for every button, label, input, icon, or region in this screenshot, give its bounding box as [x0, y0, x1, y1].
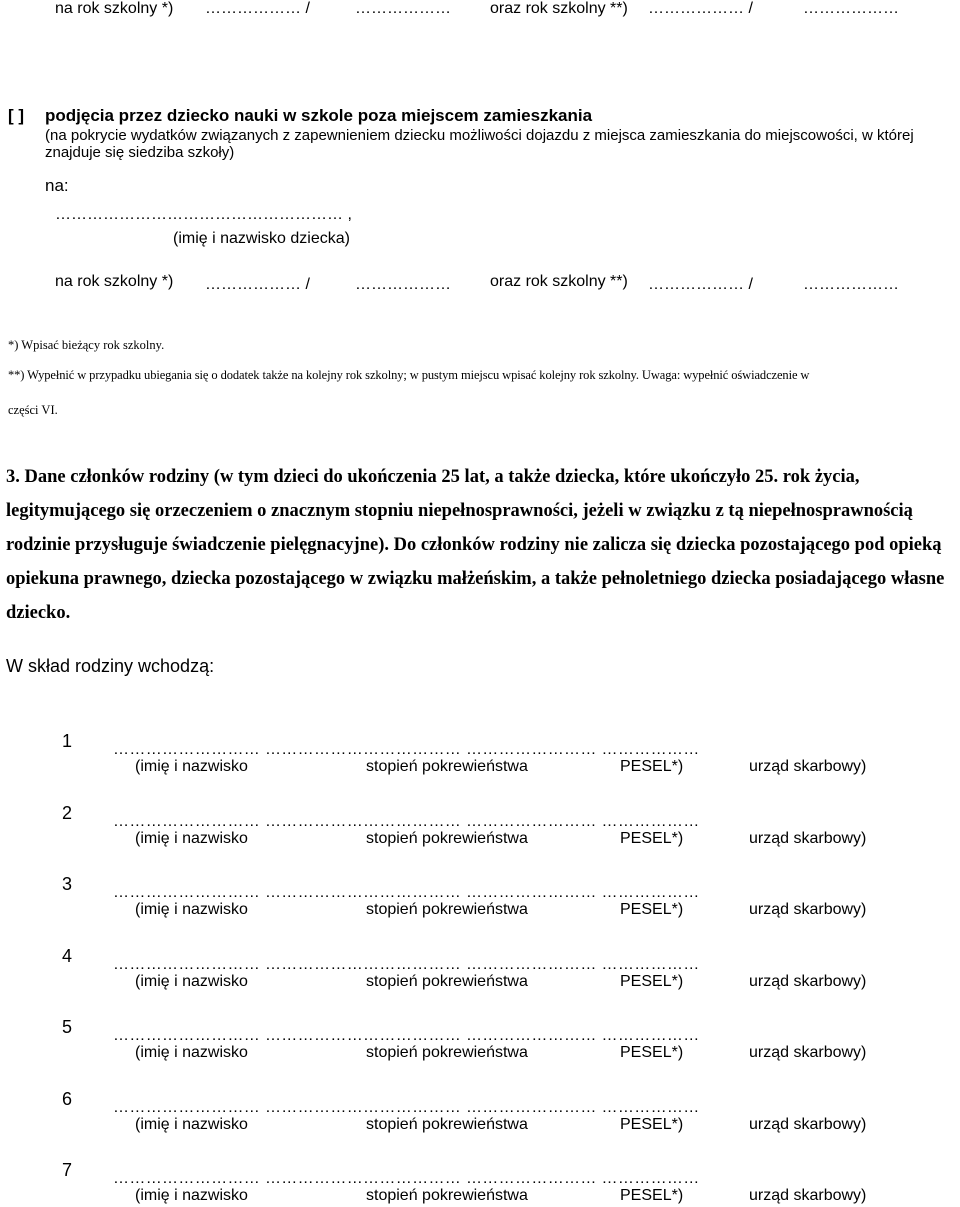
member-data-field[interactable]: ……………………… ……………………………… …………………… ……………… [113, 884, 700, 901]
school-year-field-2[interactable]: ……………… [355, 0, 451, 17]
caption-name: (imię i nazwisko [135, 1187, 248, 1204]
option-description: (na pokrycie wydatków związanych z zapewnieniem dziecku możliwości dojazdu z miejsca zamieszkania do miejscowości, w której znajduje się siedziba szkoły) [45, 127, 914, 161]
child-name-field[interactable]: ……………………………………………… , [55, 206, 352, 223]
caption-relation: stopień pokrewieństwa [366, 901, 528, 918]
caption-relation: stopień pokrewieństwa [366, 758, 528, 775]
caption-relation: stopień pokrewieństwa [366, 1187, 528, 1204]
caption-relation: stopień pokrewieństwa [366, 1115, 528, 1133]
caption-name: (imię i nazwisko [135, 1115, 248, 1133]
school-year-field-1[interactable]: ……………… / [205, 0, 310, 17]
member-number: 7 [62, 1160, 73, 1180]
member-data-field[interactable]: ……………………… ……………………………… …………………… ……………… [113, 812, 700, 830]
caption-pesel: PESEL*) [620, 829, 684, 847]
option-checkbox[interactable]: [ ] [8, 106, 25, 125]
caption-relation: stopień pokrewieństwa [366, 972, 528, 990]
next-school-year-field-2[interactable]: ……………… [803, 0, 899, 17]
member-number: 6 [62, 1088, 73, 1109]
footnote-1: *) Wpisać bieżący rok szkolny. [8, 338, 165, 352]
next-school-year-field-1[interactable]: ……………… / [648, 0, 753, 17]
member-data-field[interactable]: ……………………… ……………………………… …………………… ……………… [113, 741, 700, 758]
option-title: podjęcia przez dziecko nauki w szkole poza miejscem zamieszkania [45, 106, 593, 125]
caption-tax-office: urząd skarbowy) [749, 1187, 867, 1204]
section-3-heading: 3. Dane członków rodziny (w tym dzieci do ukończenia 25 lat, a także dziecka, które ukończyło 25. rok życia, legitymującego się orzeczeniem o znacznym stopniu niepełnosprawności, jeżeli w związku z tą niepełnosprawnością rodzinie przysługuje świadczenie pielęgnacyjne). Do członków rodziny nie zalicza się dziecka pozostającego pod opieką opiekuna prawnego, dziecka pozostającego w związku małżeńskim, a także pełnoletniego dziecka posiadającego własne dziecko. [6, 467, 945, 623]
school-year-label: na rok szkolny *) [55, 0, 174, 17]
caption-pesel: PESEL*) [620, 972, 684, 990]
caption-name: (imię i nazwisko [135, 829, 248, 847]
member-data-field[interactable]: ……………………… ……………………………… …………………… ……………… [113, 955, 700, 973]
caption-tax-office: urząd skarbowy) [749, 1115, 867, 1133]
next-school-year-label: oraz rok szkolny **) [490, 0, 628, 17]
caption-name: (imię i nazwisko [135, 1044, 248, 1061]
caption-pesel: PESEL*) [620, 901, 684, 918]
member-number: 1 [62, 731, 73, 751]
member-data-field[interactable]: ……………………… ……………………………… …………………… ……………… [113, 1027, 700, 1044]
next-school-year-field-1[interactable]: ……………… / [648, 276, 753, 293]
member-number: 4 [62, 945, 73, 966]
na-label: na: [45, 176, 69, 195]
caption-pesel: PESEL*) [620, 1115, 684, 1133]
caption-tax-office: urząd skarbowy) [749, 1044, 867, 1061]
school-year-field-1[interactable]: ……………… / [205, 276, 310, 293]
school-year-label: na rok szkolny *) [55, 273, 174, 290]
caption-name: (imię i nazwisko [135, 972, 248, 990]
caption-tax-office: urząd skarbowy) [749, 758, 867, 775]
caption-pesel: PESEL*) [620, 1187, 684, 1204]
member-number: 5 [62, 1017, 73, 1037]
caption-relation: stopień pokrewieństwa [366, 829, 528, 847]
caption-name: (imię i nazwisko [135, 758, 248, 775]
footnote-2-continued: części VI. [8, 403, 58, 417]
caption-pesel: PESEL*) [620, 758, 684, 775]
caption-name: (imię i nazwisko [135, 901, 248, 918]
caption-tax-office: urząd skarbowy) [749, 972, 867, 990]
member-data-field[interactable]: ……………………… ……………………………… …………………… ……………… [113, 1098, 700, 1116]
caption-tax-office: urząd skarbowy) [749, 829, 867, 847]
member-number: 3 [62, 874, 73, 894]
next-school-year-field-2[interactable]: ……………… [803, 276, 899, 293]
child-name-caption: (imię i nazwisko dziecka) [173, 230, 350, 247]
member-data-field[interactable]: ……………………… ……………………………… …………………… ……………… [113, 1170, 700, 1187]
caption-relation: stopień pokrewieństwa [366, 1044, 528, 1061]
footnote-2: **) Wypełnić w przypadku ubiegania się o dodatek także na kolejny rok szkolny; w pustym miejscu wpisać kolejny rok szkolny. Uwaga: wypełnić oświadczenie w [8, 368, 810, 382]
caption-tax-office: urząd skarbowy) [749, 901, 867, 918]
next-school-year-label: oraz rok szkolny **) [490, 273, 628, 290]
member-number: 2 [62, 802, 73, 823]
caption-pesel: PESEL*) [620, 1044, 684, 1061]
family-label: W skład rodziny wchodzą: [6, 656, 215, 676]
school-year-field-2[interactable]: ……………… [355, 276, 451, 293]
